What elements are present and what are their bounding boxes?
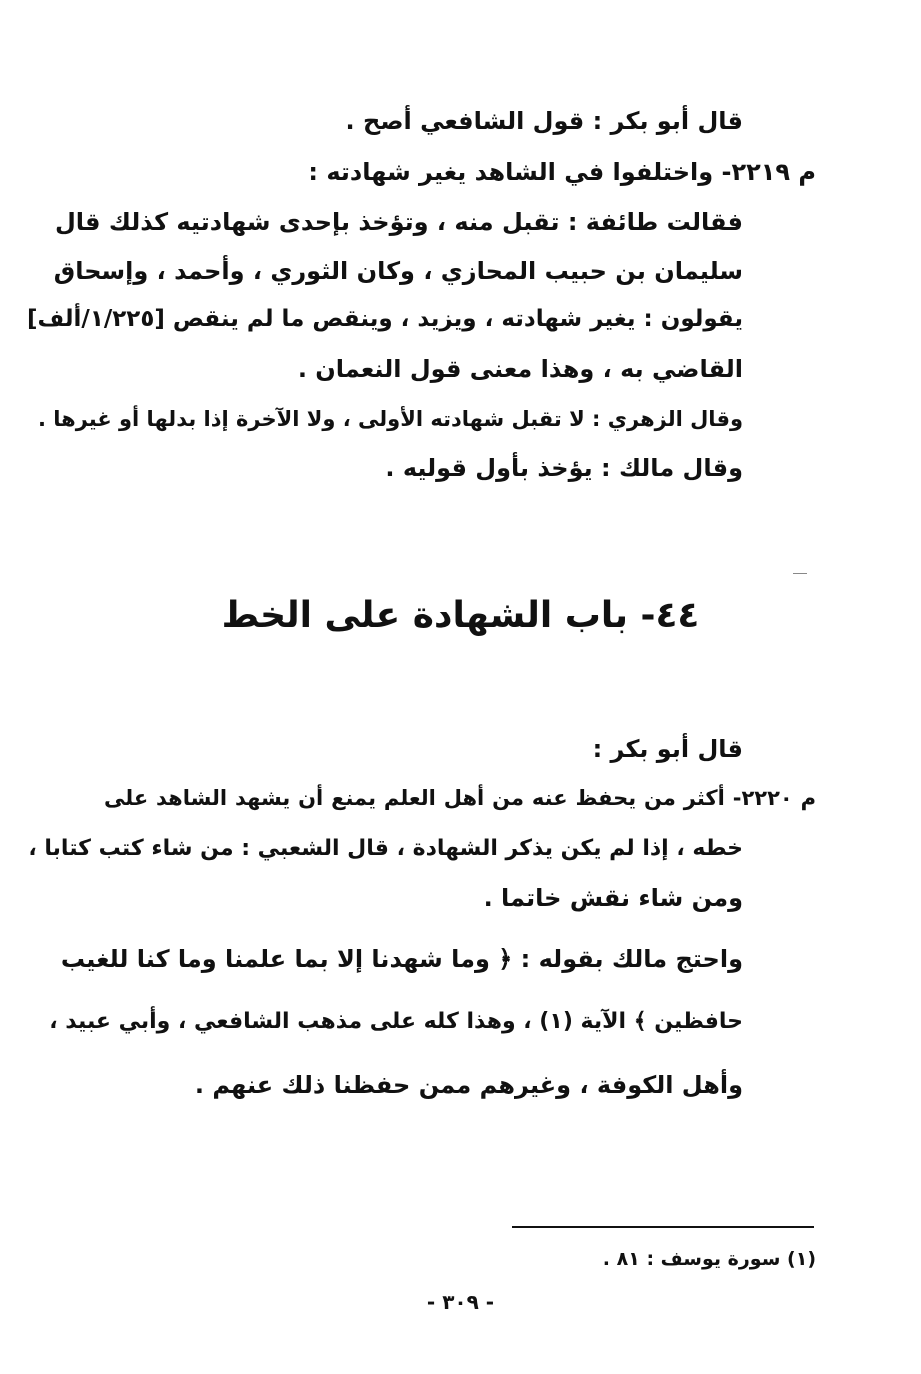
paragraph-line: فقالت طائفة : تقبل منه ، وتؤخذ بإحدى شهادتيه كذلك قال bbox=[54, 208, 743, 236]
page-number: - ٣٠٩ - bbox=[426, 1290, 495, 1314]
chapter-heading: ٤٤- باب الشهادة على الخط bbox=[221, 595, 700, 636]
paragraph-line: قال أبو بكر : bbox=[592, 735, 743, 763]
paragraph-line: وقال الزهري : لا تقبل شهادته الأولى ، ولا الآخرة إذا بدلها أو غيرها . bbox=[37, 407, 743, 431]
footnote: (١) سورة يوسف : ٨١ . bbox=[602, 1248, 816, 1270]
paragraph-line: يقولون : يغير شهادته ، ويزيد ، وينقص ما لم ينقص [١/٢٢٥/ألف] bbox=[26, 306, 743, 332]
paragraph-line: م ٢٢٢٠- أكثر من يحفظ عنه من أهل العلم يمنع أن يشهد الشاهد على bbox=[104, 786, 816, 810]
paragraph-line: وقال مالك : يؤخذ بأول قوليه . bbox=[385, 454, 743, 482]
footnote-separator bbox=[512, 1226, 814, 1228]
paragraph-line: قال أبو بكر : قول الشافعي أصح . bbox=[345, 107, 743, 135]
paragraph-line: م ٢٢١٩- واختلفوا في الشاهد يغير شهادته : bbox=[308, 158, 816, 186]
paragraph-line: ومن شاء نقش خاتما . bbox=[483, 884, 743, 912]
paragraph-line: حافظين ﴾ الآية (١) ، وهذا كله على مذهب الشافعي ، وأبي عبيد ، bbox=[49, 1009, 743, 1034]
paragraph-line: سليمان بن حبيب المحازي ، وكان الثوري ، وأحمد ، وإسحاق bbox=[53, 257, 743, 285]
paragraph-line: القاضي به ، وهذا معنى قول النعمان . bbox=[297, 355, 743, 383]
paragraph-line: واحتج مالك بقوله : ﴿ وما شهدنا إلا بما علمنا وما كنا للغيب bbox=[60, 945, 743, 973]
margin-mark bbox=[793, 573, 807, 574]
paragraph-line: وأهل الكوفة ، وغيرهم ممن حفظنا ذلك عنهم . bbox=[194, 1071, 743, 1099]
paragraph-line: خطه ، إذا لم يكن يذكر الشهادة ، قال الشعبي : من شاء كتب كتابا ، bbox=[28, 836, 743, 861]
